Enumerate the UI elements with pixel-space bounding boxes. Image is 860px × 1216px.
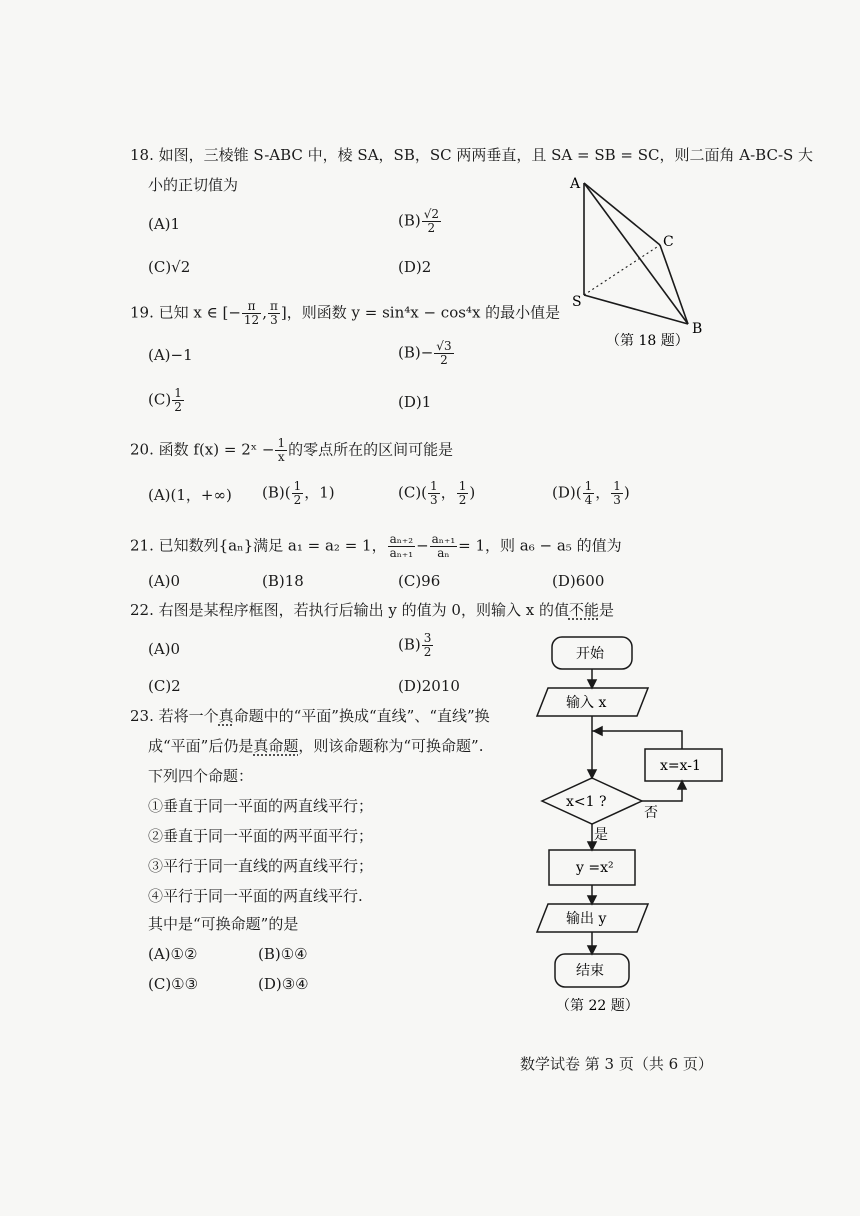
edge-ab <box>584 183 688 324</box>
flowchart <box>537 637 722 987</box>
q20-option-c-mid: ， <box>440 483 456 502</box>
fraction-numerator: √3 <box>436 339 452 353</box>
fraction-denominator: 2 <box>293 493 302 507</box>
vertex-label-a: A <box>570 176 581 192</box>
q21-option-b: (B)18 <box>262 572 304 590</box>
q23-option-c: (C)①③ <box>148 975 199 993</box>
flow-output-label: 输出 y <box>566 911 607 927</box>
q23-ask: 其中是“可换命题”的是 <box>148 915 299 933</box>
q23-line1-emphasis: 真 <box>218 707 234 725</box>
vertex-label-b: B <box>692 321 703 337</box>
q19-option-a: (A)−1 <box>148 346 193 364</box>
flow-input-label: 输入 x <box>566 695 607 711</box>
flow-condition-label: x<1 ? <box>566 794 607 810</box>
fraction-denominator: 2 <box>458 493 467 507</box>
fraction-denominator: 12 <box>243 313 260 327</box>
q20-stem-suffix: 的零点所在的区间可能是 <box>288 440 454 459</box>
q23-option-d: (D)③④ <box>258 975 309 993</box>
fraction-denominator: 2 <box>174 400 182 414</box>
q18-option-d: (D)2 <box>398 258 432 276</box>
vertex-label-c: C <box>663 234 674 250</box>
q21-option-c: (C)96 <box>398 572 441 590</box>
q21-option-d: (D)600 <box>552 572 605 590</box>
page-footer: 数学试卷 第 3 页（共 6 页） <box>520 1055 713 1073</box>
fraction-numerator: 1 <box>584 479 593 493</box>
q21-stem-prefix: 21. 已知数列{aₙ}满足 a₁ = a₂ = 1， <box>130 536 387 555</box>
fraction-numerator: aₙ₊₂ <box>389 532 414 546</box>
q22-option-b-label: (B) <box>398 635 421 654</box>
q23-option-b: (B)①④ <box>258 945 308 963</box>
q22-figure-caption: （第 22 题） <box>556 998 639 1014</box>
q23-line2-emphasis: 真命题 <box>253 737 299 755</box>
q22-option-d: (D)2010 <box>398 677 460 695</box>
tetrahedron-figure <box>584 183 688 324</box>
fraction-numerator: 1 <box>430 479 438 493</box>
flow-update-label: x=x-1 <box>660 758 701 774</box>
q18-option-a: (A)1 <box>148 215 181 233</box>
q22-option-c: (C)2 <box>148 677 181 695</box>
q21-stem-mid: − <box>416 536 429 555</box>
fraction-denominator: 4 <box>584 493 593 507</box>
arrowhead <box>588 680 596 688</box>
q20-option-d-mid: ， <box>595 483 611 502</box>
fraction-numerator: 1 <box>613 479 621 493</box>
arrowhead <box>588 946 596 954</box>
q19-stem-suffix: ]，则函数 y = sin⁴x − cos⁴x 的最小值是 <box>280 303 561 322</box>
q22-option-a: (A)0 <box>148 640 181 658</box>
arrowhead <box>588 842 596 850</box>
fraction-numerator: 3 <box>423 631 432 645</box>
fraction-denominator: 3 <box>613 493 621 507</box>
fraction-numerator: 1 <box>293 479 302 493</box>
q23-option-a: (A)①② <box>148 945 198 963</box>
q18-stem-line2: 小的正切值为 <box>148 176 239 194</box>
fraction-numerator: π <box>242 300 261 314</box>
q20-stem-prefix: 20. 函数 f(x) = 2ˣ − <box>130 440 275 459</box>
fraction-denominator: 2 <box>440 353 448 367</box>
fraction-numerator: aₙ₊₁ <box>431 532 456 546</box>
q22-stem-suffix: 是 <box>598 601 614 619</box>
q23-line1-post: 命题中的“平面”换成“直线”、“直线”换 <box>233 707 490 725</box>
fraction-denominator: 2 <box>423 645 432 659</box>
fraction-numerator: π <box>269 299 278 313</box>
q20-option-b-pre: (B)( <box>262 483 291 502</box>
q18-figure-caption: （第 18 题） <box>606 333 689 349</box>
flow-yes-label: 是 <box>594 827 608 843</box>
q20-option-b-post: ，1) <box>304 483 335 502</box>
edge-cb <box>660 245 688 324</box>
q23-item-1: ①垂直于同一平面的两直线平行； <box>148 797 374 815</box>
fraction-numerator: √2 <box>423 207 440 221</box>
flow-loop-back <box>592 731 682 749</box>
fraction-numerator: 1 <box>277 436 286 450</box>
q20-option-a: (A)(1，+∞) <box>148 486 232 504</box>
arrowhead <box>594 727 602 735</box>
fraction-denominator: 3 <box>270 313 278 327</box>
flow-assign-label: y =x² <box>576 860 614 876</box>
q19-option-c-label: (C) <box>148 390 172 409</box>
fraction-denominator: aₙ₊₁ <box>389 546 414 560</box>
q18-option-c: (C)√2 <box>148 258 191 276</box>
fraction-numerator: 1 <box>174 386 182 400</box>
flow-start-label: 开始 <box>576 646 604 662</box>
flow-end-label: 结束 <box>576 963 604 979</box>
arrowhead <box>588 896 596 904</box>
q23-item-2: ②垂直于同一平面的两平面平行； <box>148 827 374 845</box>
flow-no-branch <box>642 783 682 801</box>
q20-option-d-post: ) <box>623 483 630 502</box>
arrowhead <box>678 781 686 789</box>
q23-item-4: ④平行于同一平面的两直线平行. <box>148 887 363 905</box>
q18-stem-line1: 18. 如图，三棱锥 S-ABC 中，棱 SA，SB，SC 两两垂直，且 SA = SB = SC，则二面角 A-BC-S 大 <box>130 146 814 164</box>
fraction-denominator: 2 <box>427 221 436 235</box>
q21-option-a: (A)0 <box>148 572 181 590</box>
q20-option-d-pre: (D)( <box>552 483 582 502</box>
q23-line2-pre: 成“平面”后仍是 <box>148 737 254 755</box>
q23-item-3: ③平行于同一直线的两直线平行； <box>148 857 374 875</box>
q23-line3: 下列四个命题： <box>148 767 254 785</box>
q22-stem-prefix: 22. 右图是某程序框图，若执行后输出 y 的值为 0，则输入 x 的值 <box>130 601 569 619</box>
q19-stem-mid: , <box>262 303 267 322</box>
q22-stem-emphasis: 不能 <box>568 601 599 619</box>
q19-stem-prefix: 19. 已知 x ∈ [− <box>130 303 241 322</box>
vertex-label-s: S <box>572 294 582 310</box>
arrowhead <box>588 770 596 778</box>
q23-line2-post: ，则该命题称为“可换命题”. <box>298 737 484 755</box>
q18-option-b-label: (B) <box>398 211 421 230</box>
fraction-denominator: 3 <box>430 493 438 507</box>
q23-line1-pre: 23. 若将一个 <box>130 707 219 725</box>
q20-option-c-post: ) <box>469 483 476 502</box>
q21-stem-suffix: = 1，则 a₆ − a₅ 的值为 <box>458 536 622 555</box>
fraction-denominator: aₙ <box>437 546 450 560</box>
flow-no-label: 否 <box>644 805 658 821</box>
fraction-denominator: x <box>277 450 285 464</box>
q20-option-c-pre: (C)( <box>398 483 428 502</box>
q19-option-b-label: (B)− <box>398 343 434 362</box>
fraction-numerator: 1 <box>458 479 467 493</box>
edge-sb <box>584 295 688 324</box>
q19-option-d: (D)1 <box>398 393 432 411</box>
